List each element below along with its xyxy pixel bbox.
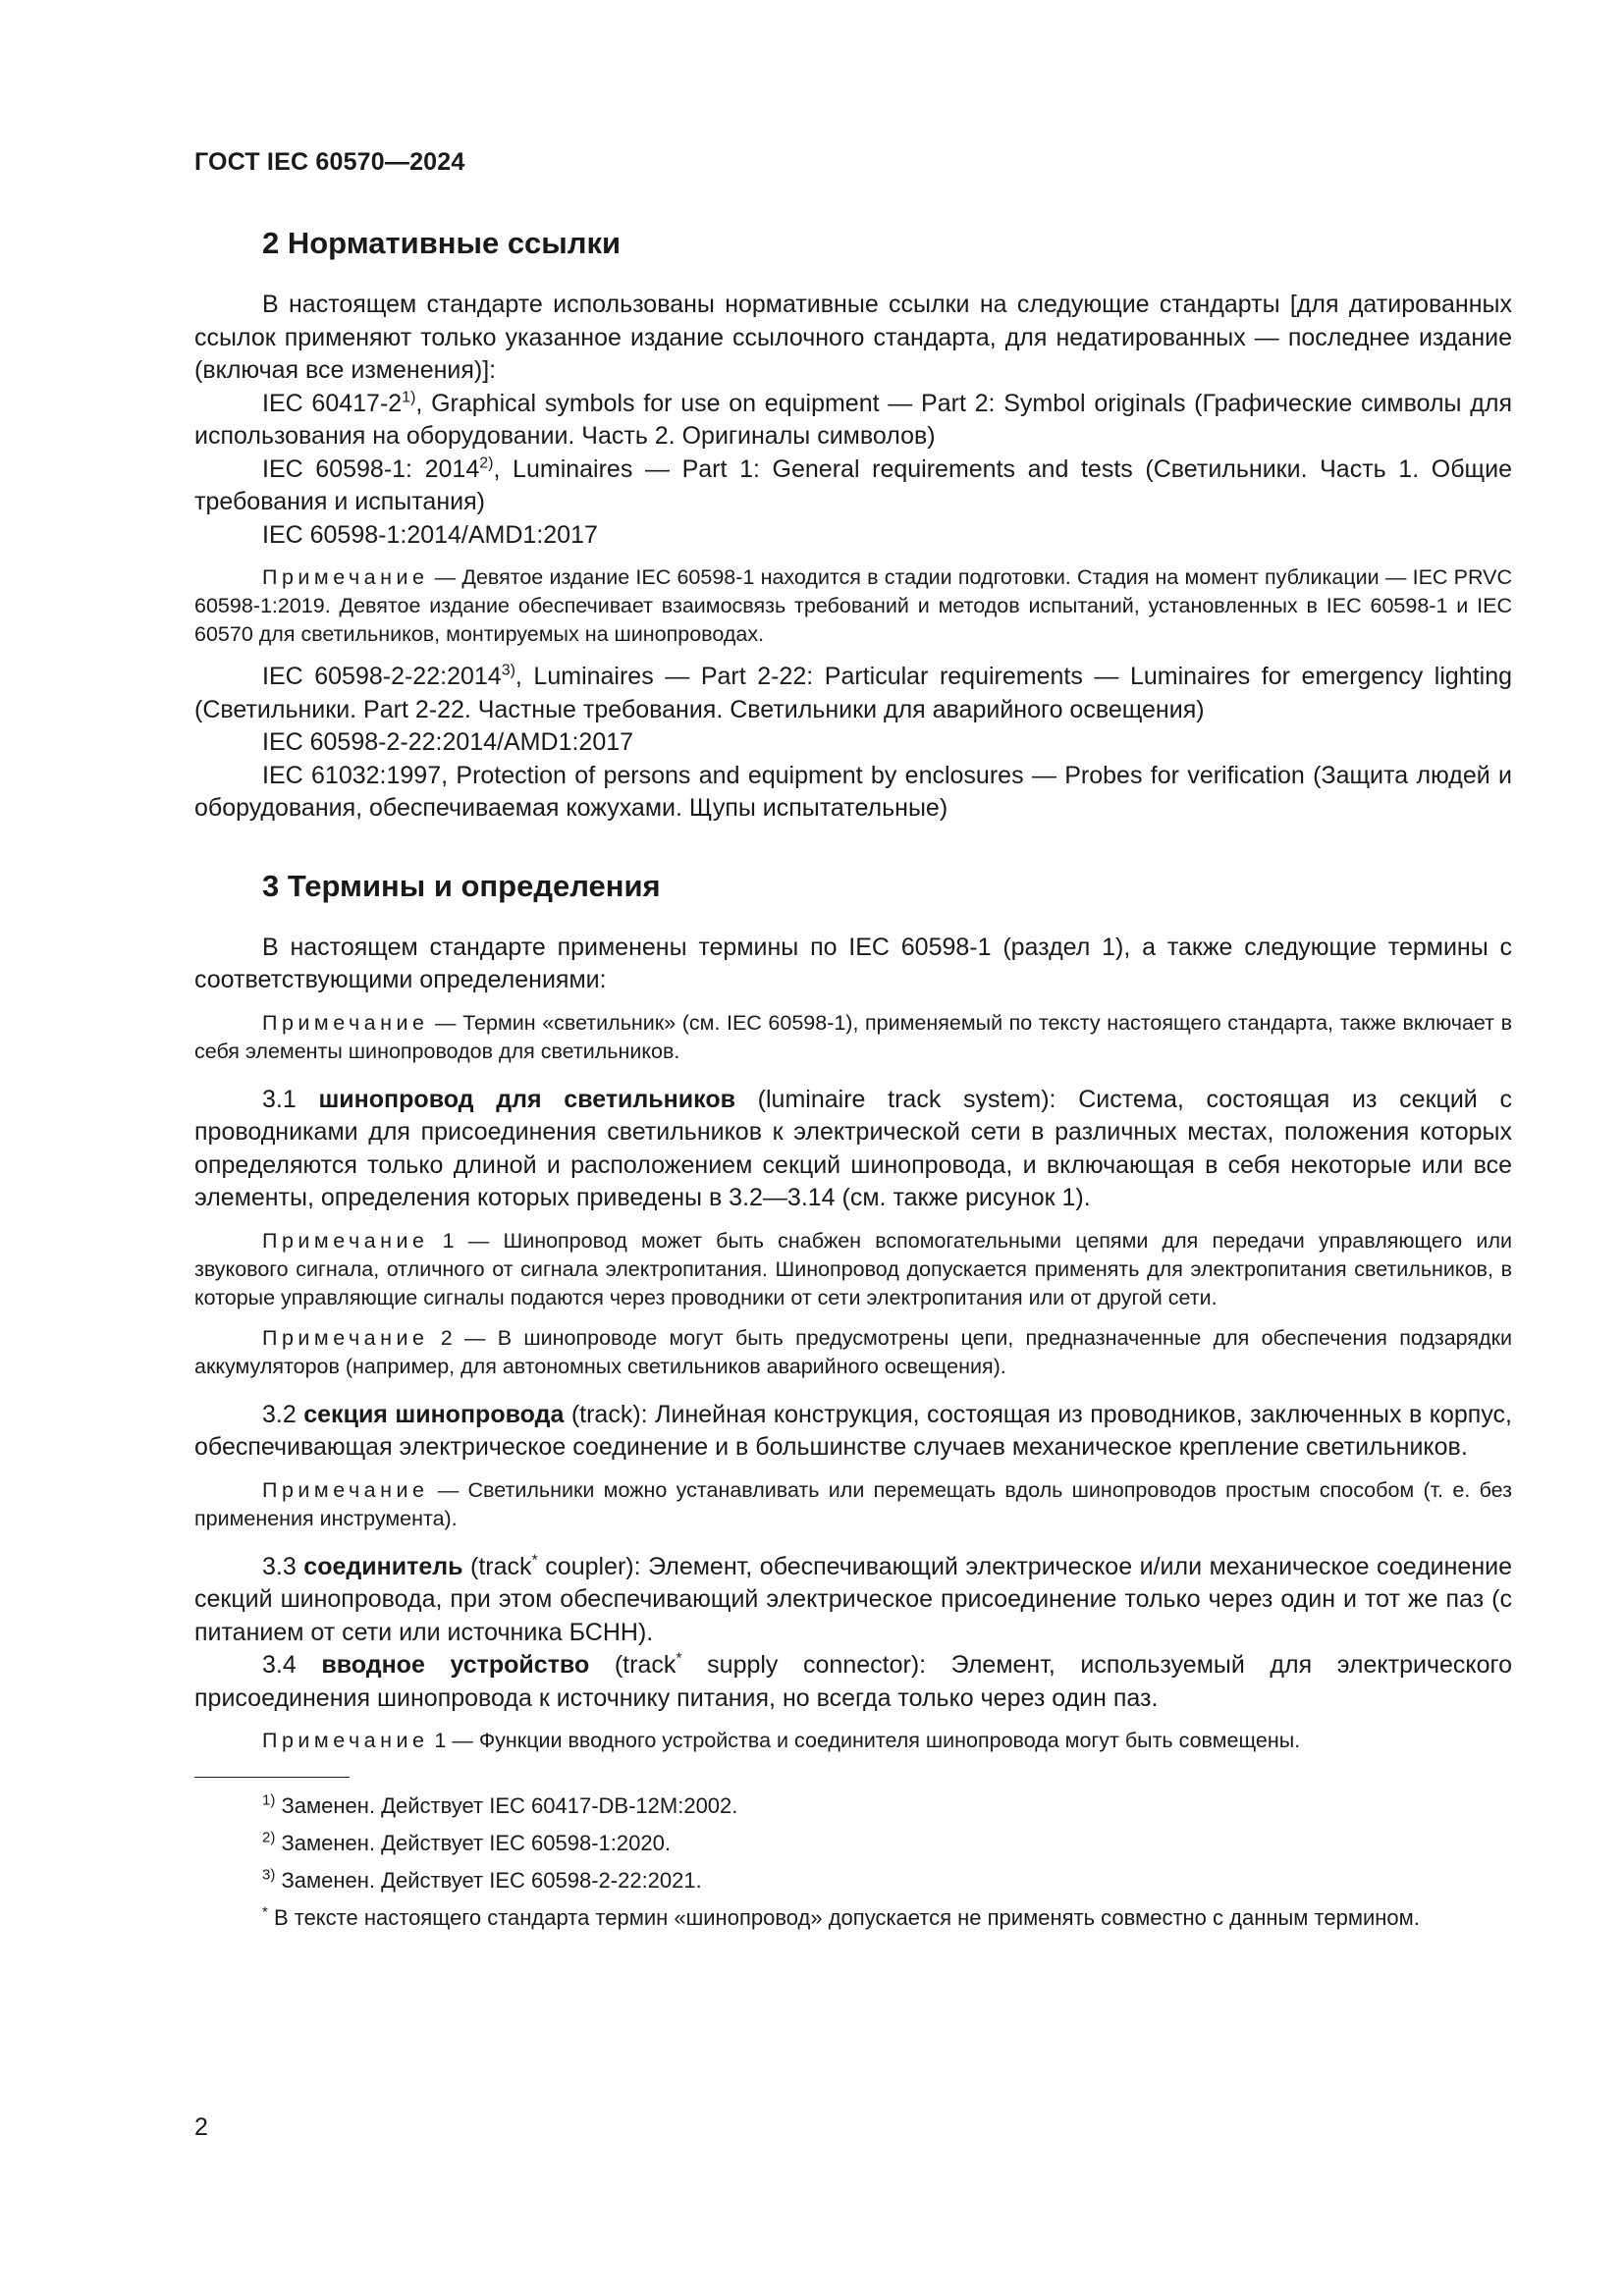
footnote-marker: * — [262, 1903, 268, 1921]
footnote-text: Заменен. Действует IEC 60598-1:2020. — [275, 1831, 671, 1855]
note-text: 2 — В шинопроводе могут быть предусмотрены цепи, предназначенные для обеспечения подзарядки аккумуляторов (например, для автономных светильников аварийного освещения). — [194, 1325, 1512, 1378]
term-number: 3.4 — [262, 1651, 322, 1679]
section-2-title: 2 Нормативные ссылки — [262, 226, 622, 260]
footnote-marker: 3) — [262, 1866, 276, 1884]
footnote-4 — [194, 1903, 1512, 1933]
section-3-note — [194, 1009, 1512, 1066]
term-name: шинопровод для светильников — [318, 1085, 735, 1113]
normative-reference-1 — [194, 388, 1512, 454]
term-3-4-note — [194, 1727, 1512, 1755]
footnote-text: Заменен. Действует IEC 60598-2-22:2021. — [275, 1868, 702, 1893]
page-number: 2 — [194, 2113, 208, 2141]
term-name: вводное устройство — [321, 1651, 590, 1679]
note-text: — Светильники можно устанавливать или перемещать вдоль шинопроводов простым способом (т. е. без применения инструмента). — [194, 1477, 1512, 1530]
normative-reference-4 — [194, 661, 1512, 726]
term-3-2-note — [194, 1476, 1512, 1533]
term-name: соединитель — [303, 1552, 463, 1580]
footnote-marker: 1) — [262, 1791, 276, 1809]
term-definition: supply connector): Элемент, используемый для электрического присоединения шинопровода к источнику питания, но всегда только через один паз. — [194, 1651, 1512, 1712]
term-number: 3.3 — [262, 1552, 304, 1580]
term-definition: (luminaire track system): Система, состоящая из секций с проводниками для присоединения светильников к электрической сети в различных местах, положения которых определяются только длиной и расположением секций шинопровода, и включающая в себя некоторые или все элементы, определения которых приведены в 3.2—3.14 (см. также рисунок 1). — [194, 1085, 1512, 1211]
note-label: Примечание — [262, 1010, 429, 1035]
footnote-text: В тексте настоящего стандарта термин «шинопровод» допускается не применять совместно с данным термином. — [267, 1905, 1420, 1930]
normative-reference-6: IEC 61032:1997, Protection of persons and equipment by enclosures — Probes for verification (Защита людей и оборудования, обеспечиваемая кожухами. Щупы испытательные) — [194, 761, 1512, 822]
term-3-4 — [194, 1649, 1512, 1715]
note-text: — Девятое издание IEC 60598-1 находится в стадии подготовки. Стадия на момент публикации — IEC PRVC 60598-1:2019. Девятое издание обеспечивает взаимосвязь требований и методов испытаний, установленных в IEC 60598-1 и IEC 60570 для светильников, монтируемых на шинопроводах. — [194, 565, 1512, 646]
section-3-title: 3 Термины и определения — [262, 868, 661, 903]
section-3-intro: В настоящем стандарте применены термины по IEC 60598-1 (раздел 1), а также следующие термины с соответствующими определениями: — [194, 933, 1512, 993]
term-definition: coupler): Элемент, обеспечивающий электрическое и/или механическое соединение секций шинопровода, при этом обеспечивающий электрическое присоединение только через один и тот же паз (с питанием от сети или источника БСНН). — [194, 1552, 1513, 1646]
note-label: Примечание — [262, 565, 429, 589]
footnote-2 — [194, 1829, 1512, 1858]
normative-reference-5: IEC 60598-2-22:2014/AMD1:2017 — [262, 728, 634, 756]
term-number: 3.1 — [262, 1085, 319, 1113]
section-2-note — [194, 563, 1512, 649]
term-3-1-note-2 — [194, 1324, 1512, 1381]
note-text: 1 — Шинопровод может быть снабжен вспомогательными цепями для передачи управляющего или звукового сигнала, отличного от сигнала электропитания. Шинопровод допускается применять для электропитания светильников, в которые управляющие сигналы подаются через проводники от сети электропитания или от другой сети. — [194, 1228, 1512, 1309]
footnote-3 — [194, 1866, 1512, 1896]
note-text: — Термин «светильник» (см. IEC 60598-1), применяемый по тексту настоящего стандарта, также включает в себя элементы шинопроводов для светильников. — [194, 1010, 1512, 1063]
footnote-text: Заменен. Действует IEC 60417-DB-12M:2002. — [275, 1793, 738, 1818]
reference-code: IEC 60598-1: 2014 — [262, 454, 480, 483]
footnote-marker: 3) — [501, 662, 515, 679]
term-english-start: (track — [589, 1651, 677, 1679]
footnote-marker: 1) — [402, 389, 416, 406]
term-english-start: (track — [462, 1552, 532, 1580]
term-definition: (track): Линейная конструкция, состоящая из проводников, заключенных в корпус, обеспечивающая электрическое соединение и в большинстве случаев механическое крепление светильников. — [194, 1400, 1512, 1461]
footnote-marker: 2) — [262, 1829, 276, 1846]
footnote-marker: 2) — [479, 454, 494, 472]
section-2-intro: В настоящем стандарте использованы нормативные ссылки на следующие стандарты [для датированных ссылок применяют только указанное издание ссылочного стандарта, для недатированных — последнее издание (включая все изменения)]: — [194, 291, 1512, 384]
term-name: секция шинопровода — [303, 1400, 565, 1428]
reference-code: IEC 60417-2 — [262, 389, 403, 417]
normative-reference-3: IEC 60598-1:2014/AMD1:2017 — [262, 520, 598, 549]
footnote-marker: * — [531, 1552, 538, 1570]
footnote-marker: * — [676, 1650, 682, 1668]
reference-title: , Luminaires — Part 2-22: Particular requirements — Luminaires for emergency lighting (Светильники. Part 2-22. Частные требования. Светильники для аварийного освещения) — [194, 663, 1513, 723]
term-3-1-note-1 — [194, 1227, 1512, 1312]
term-number: 3.2 — [262, 1400, 304, 1428]
term-3-1 — [194, 1084, 1512, 1215]
reference-title: , Graphical symbols for use on equipment — Part 2: Symbol originals (Графические символы для использования на оборудовании. Часть 2. Оригиналы символов) — [194, 389, 1512, 450]
reference-title: , Luminaires — Part 1: General requirements and tests (Светильники. Часть 1. Общие требования и испытания) — [194, 454, 1512, 515]
normative-reference-2 — [194, 454, 1512, 519]
document-code: ГОСТ IEC 60570—2024 — [194, 148, 465, 176]
term-3-2 — [194, 1399, 1512, 1465]
note-label: Примечание — [262, 1228, 429, 1253]
reference-code: IEC 60598-2-22:2014 — [262, 663, 502, 690]
note-label: Примечание — [262, 1325, 429, 1350]
term-3-3 — [194, 1551, 1512, 1650]
page-content — [194, 224, 1512, 1941]
footnote-divider — [194, 1777, 350, 1778]
footnote-1 — [194, 1791, 1512, 1821]
note-label: Примечание — [262, 1729, 429, 1752]
note-label: Примечание — [262, 1477, 429, 1502]
note-text: 1 — Функции вводного устройства и соединителя шинопровода могут быть совмещены. — [428, 1729, 1301, 1752]
